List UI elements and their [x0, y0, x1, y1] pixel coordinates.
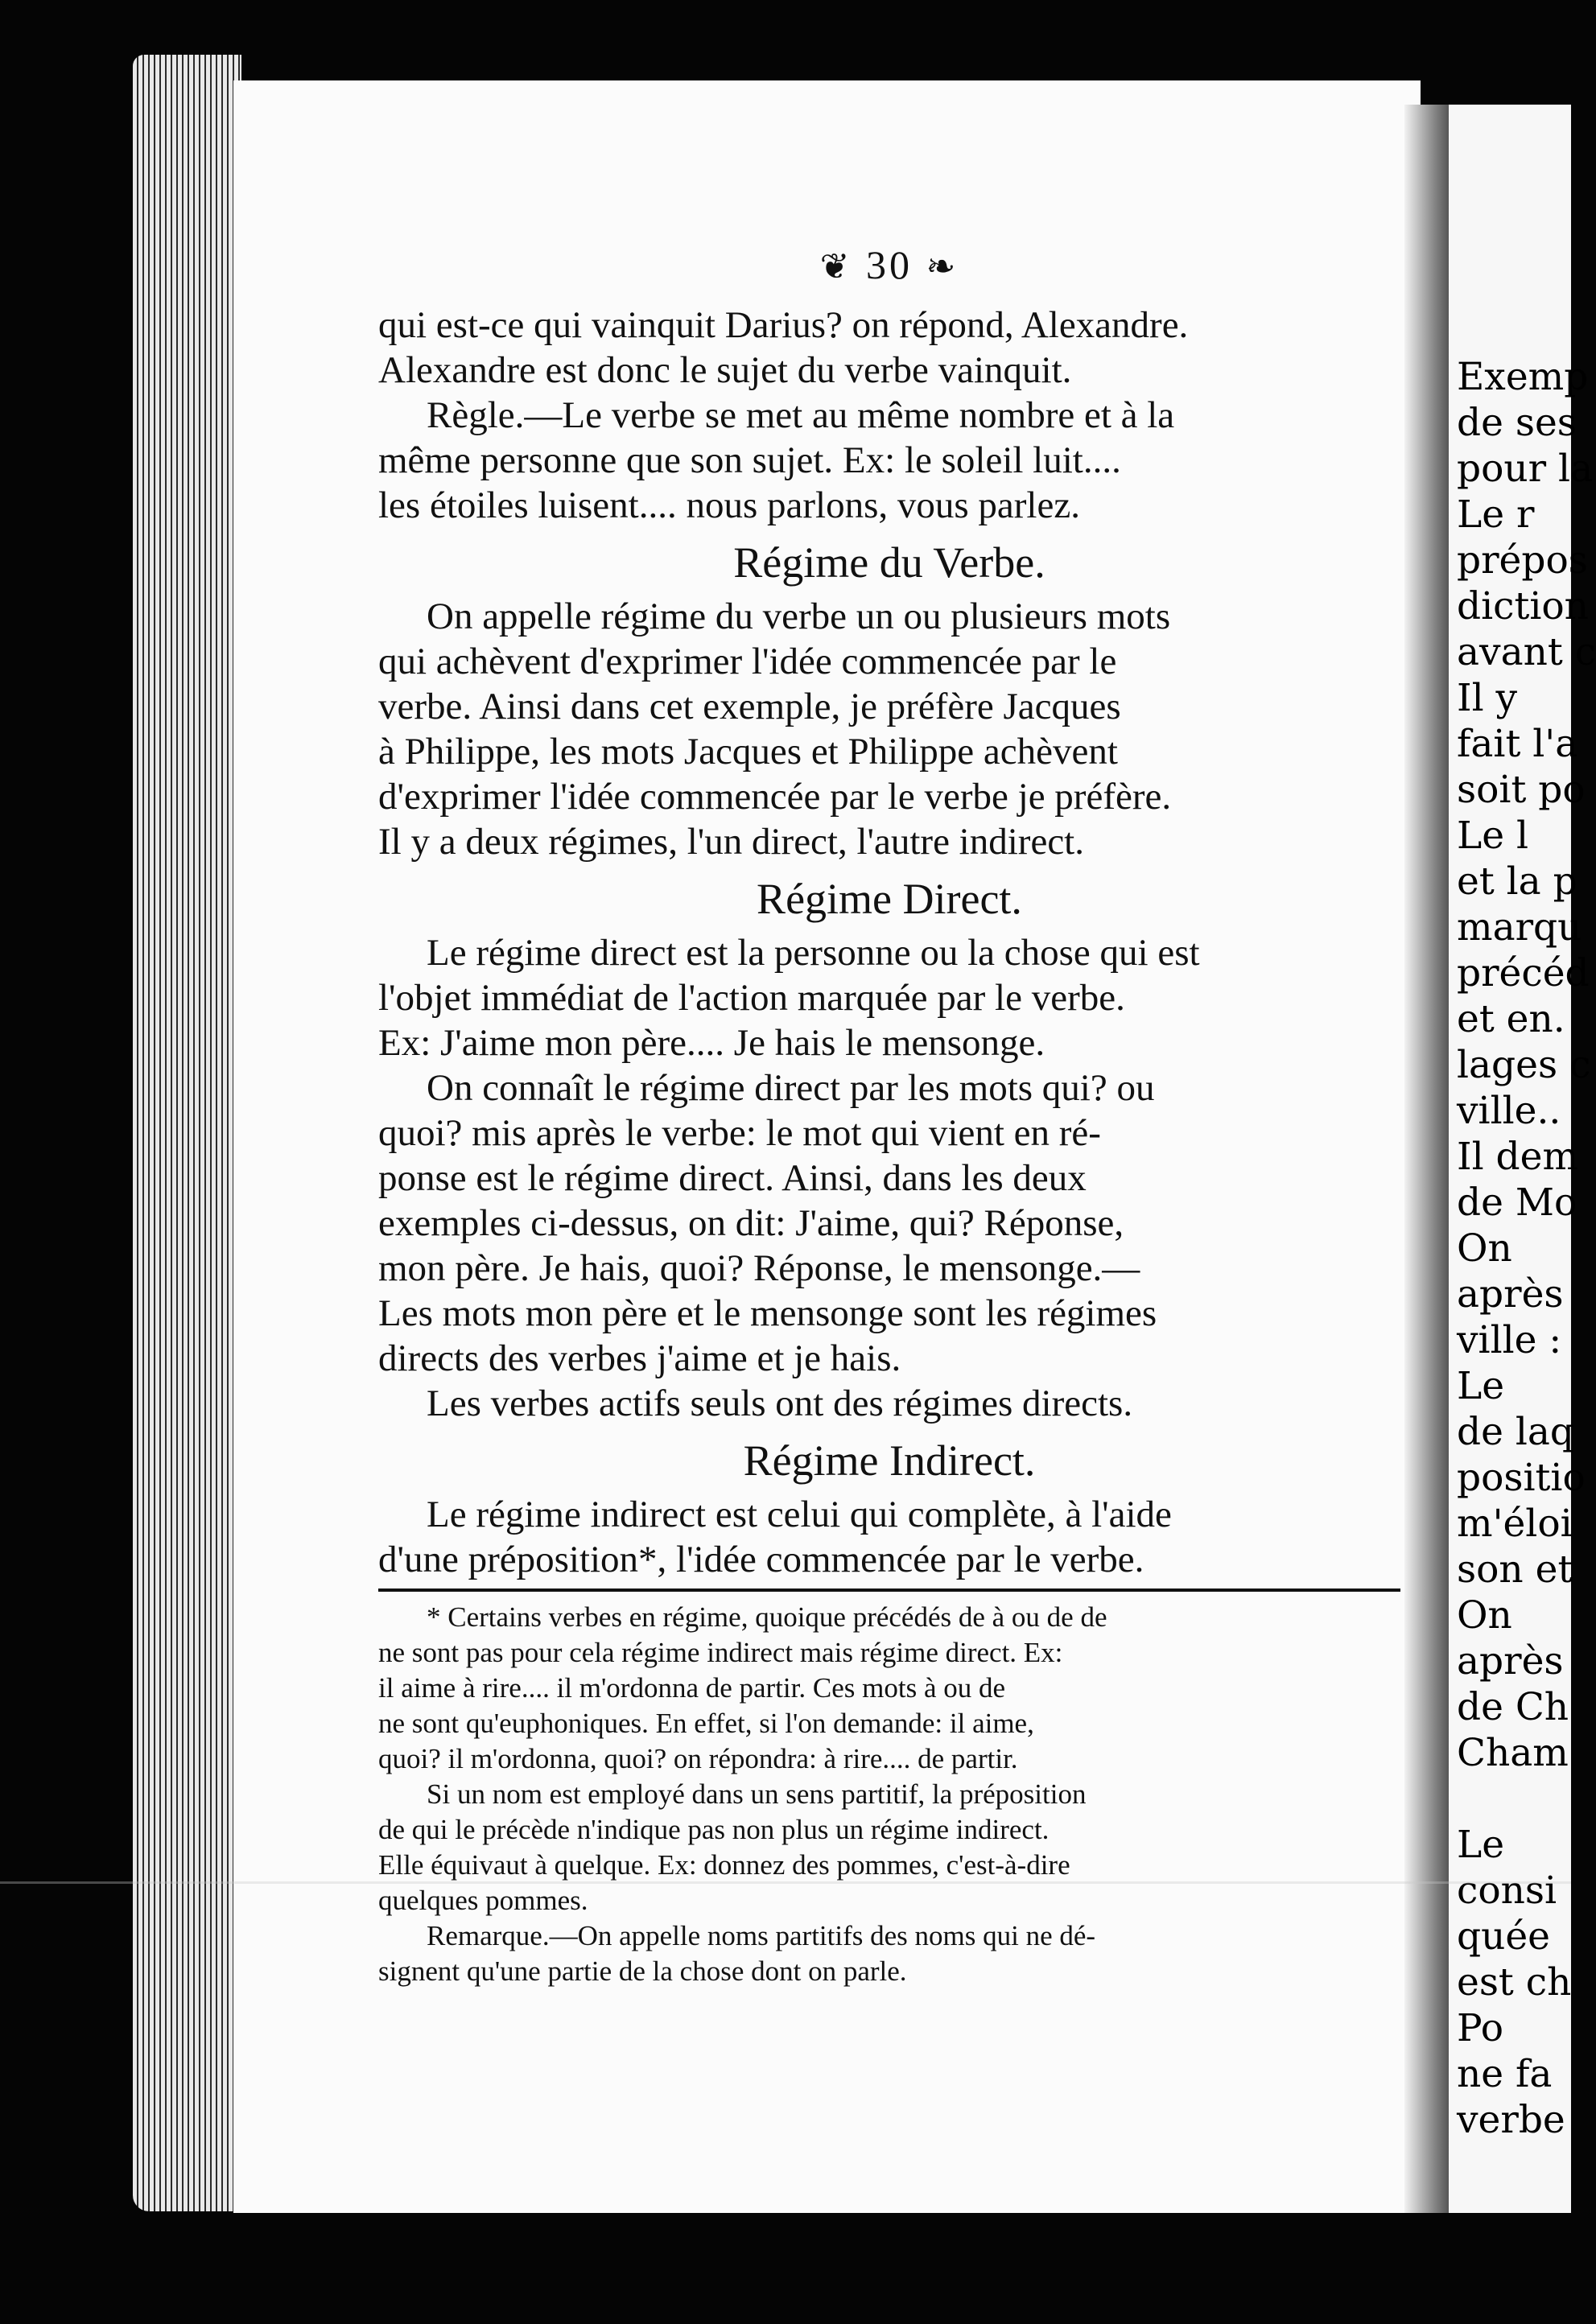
section-heading-regime-du-verbe: Régime du Verbe. [733, 538, 1045, 587]
page-header [378, 241, 1400, 288]
footnote-line: Remarque.—On appelle noms partitifs des noms qui ne dé- [427, 1920, 1096, 1951]
text-line: Le régime direct est la personne ou la chose qui est [427, 932, 1200, 974]
text-line: même personne que son sujet. Ex: le soleil luit.... [378, 439, 1121, 481]
text-line: Les mots mon père et le mensonge sont les régimes [378, 1292, 1157, 1334]
text-line: l'objet immédiat de l'action marquée par le verbe. [378, 977, 1125, 1019]
footnote-line: il aime à rire.... il m'ordonna de partir. Ces mots à ou de [378, 1672, 1006, 1704]
section-heading-regime-indirect: Régime Indirect. [743, 1436, 1036, 1485]
facing-page-line: consi [1457, 1869, 1557, 1913]
facing-page-line: positio [1457, 1456, 1586, 1500]
footnote-line: Elle équivaut à quelque. Ex: donnez des pommes, c'est-à-dire [378, 1849, 1070, 1881]
footnote-line: de qui le précède n'indique pas non plus un régime indirect. [378, 1814, 1050, 1845]
facing-page-line: est ch [1457, 1960, 1572, 2005]
facing-page-text [1449, 105, 1596, 2143]
text-line: Le régime indirect est celui qui complète, à l'aide [427, 1494, 1172, 1535]
facing-page-line: Il y [1457, 676, 1518, 720]
facing-page-line: de ses [1457, 401, 1577, 445]
text-line: qui est-ce qui vainquit Darius? on répond, Alexandre. [378, 304, 1189, 346]
text-line: quoi? mis après le verbe: le mot qui vient en ré- [378, 1112, 1101, 1154]
facing-page-line: Le [1457, 1823, 1505, 1867]
ornament-right-icon: ❧ [926, 247, 959, 286]
facing-page-line: m'éloi [1457, 1502, 1573, 1546]
section-heading-regime-direct: Régime Direct. [757, 875, 1022, 923]
facing-page-line: On [1457, 1593, 1512, 1638]
facing-page-line: Il dem [1457, 1135, 1579, 1179]
footnote [378, 1600, 1400, 1989]
footnote-line: Si un nom est employé dans un sens partitif, la préposition [427, 1778, 1087, 1810]
facing-page-line: précéd [1457, 951, 1590, 995]
text-line: qui achèvent d'exprimer l'idée commencée par le [378, 641, 1117, 682]
text-line: mon père. Je hais, quoi? Réponse, le mensonge.— [378, 1247, 1140, 1289]
text-line: à Philippe, les mots Jacques et Philippe achèvent [378, 731, 1118, 773]
facing-page-line: de laq [1457, 1410, 1574, 1454]
facing-page-line: pour la [1457, 447, 1594, 491]
text-line: directs des verbes j'aime et je hais. [378, 1337, 901, 1379]
facing-page-line: de Mo [1457, 1181, 1577, 1225]
footnote-line: * Certains verbes en régime, quoique précédés de à ou de de [427, 1601, 1107, 1633]
page-text [378, 241, 1400, 1989]
footnote-line: quoi? il m'ordonna, quoi? on répondra: à rire.... de partir. [378, 1743, 1018, 1774]
facing-page-line: Cham [1457, 1731, 1569, 1775]
facing-page-line: et la p [1457, 859, 1577, 904]
footnote-divider [378, 1588, 1400, 1592]
footnote-line: ne sont qu'euphoniques. En effet, si l'on demande: il aime, [378, 1708, 1034, 1739]
text-line: Il y a deux régimes, l'un direct, l'autre indirect. [378, 821, 1084, 863]
facing-page-line: son et [1457, 1547, 1573, 1592]
text-line: exemples ci-dessus, on dit: J'aime, qui? Réponse, [378, 1202, 1124, 1244]
text-line: les étoiles luisent.... nous parlons, vous parlez. [378, 484, 1080, 526]
footnote-line: signent qu'une partie de la chose dont on parle. [378, 1955, 907, 1987]
facing-page-line: quée [1457, 1914, 1550, 1959]
facing-page-line: Le l [1457, 814, 1528, 858]
text-line: On connaît le régime direct par les mots qui? ou [427, 1067, 1155, 1109]
facing-page-line: soit po [1457, 768, 1586, 812]
footnote-line: ne sont pas pour cela régime indirect mais régime direct. Ex: [378, 1637, 1063, 1668]
facing-page-line: avant c [1457, 630, 1596, 674]
facing-page-line: Le r [1457, 492, 1535, 537]
text-line: ponse est le régime direct. Ainsi, dans les deux [378, 1157, 1087, 1199]
facing-page-line: Exemp [1457, 355, 1589, 399]
text-line: verbe. Ainsi dans cet exemple, je préfère Jacques [378, 686, 1121, 727]
facing-page-line: Po [1457, 2006, 1504, 2050]
text-line: On appelle régime du verbe un ou plusieurs mots [427, 595, 1171, 637]
facing-page [1449, 105, 1596, 2213]
page-number: 30 [866, 242, 913, 287]
text-line: d'exprimer l'idée commencée par le verbe je préfère. [378, 776, 1172, 818]
facing-page-line: On [1457, 1226, 1512, 1271]
facing-page-line: lages c [1457, 1043, 1591, 1087]
facing-page-line: après [1457, 1639, 1564, 1683]
footnote-line: quelques pommes. [378, 1885, 588, 1916]
facing-page-line: de Ch [1457, 1685, 1569, 1729]
facing-page-line: ville : [1457, 1318, 1562, 1362]
scan-artifact-line [0, 1881, 1571, 1884]
text-line: Règle.—Le verbe se met au même nombre et à la [427, 394, 1175, 436]
text-line: Les verbes actifs seuls ont des régimes directs. [427, 1382, 1133, 1424]
page-edges [133, 55, 241, 2211]
facing-page-line: et en. [1457, 997, 1565, 1041]
text-line: Ex: J'aime mon père.... Je hais le mensonge. [378, 1022, 1045, 1064]
facing-page-line: diction [1457, 584, 1589, 628]
facing-page-line: Le [1457, 1364, 1505, 1408]
facing-page-line: ville.. [1457, 1089, 1561, 1133]
text-line: d'une préposition*, l'idée commencée par le verbe. [378, 1539, 1144, 1580]
facing-page-line: marqu [1457, 905, 1582, 950]
facing-page-line: prépos [1457, 538, 1588, 583]
facing-page-line [1457, 1776, 1571, 1822]
facing-page-line: ne fa [1457, 2052, 1553, 2096]
facing-page-line: après [1457, 1272, 1564, 1317]
facing-page-line: fait l'a [1457, 722, 1578, 766]
ornament-left-icon: ❦ [819, 247, 853, 286]
facing-page-line: verbe [1457, 2098, 1565, 2142]
text-line: Alexandre est donc le sujet du verbe vainquit. [378, 349, 1072, 391]
